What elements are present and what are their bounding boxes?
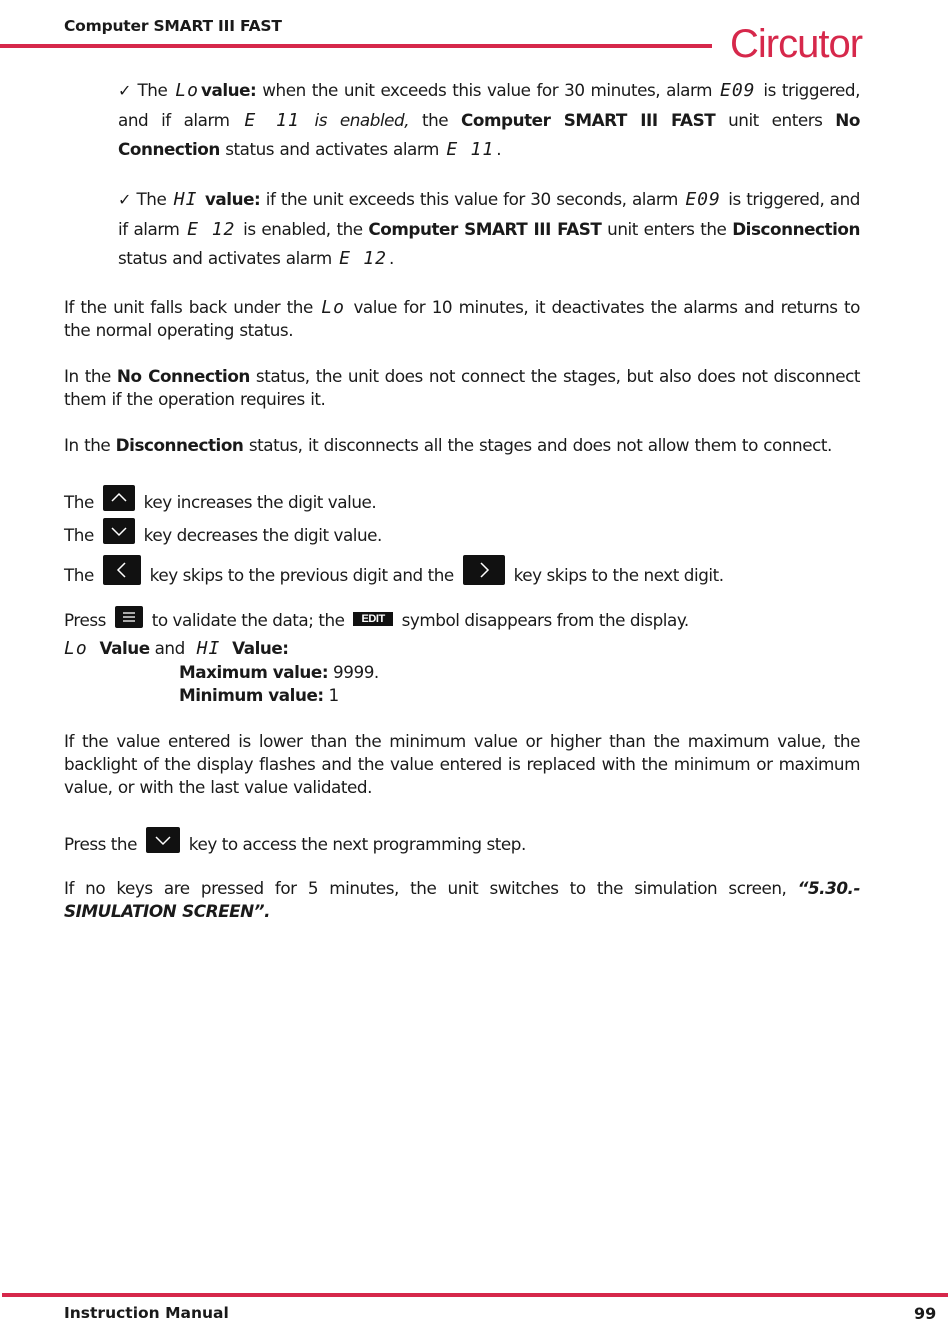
brand-logo: Circutor [730, 22, 863, 66]
menu-key[interactable] [115, 606, 143, 628]
key-up-line: The key increases the digit value. [64, 490, 376, 516]
hi-segment: HI [173, 189, 198, 210]
e09-segment: E09 [685, 189, 721, 210]
footer-divider [2, 1293, 948, 1297]
lo-segment: Lo [175, 80, 199, 101]
bullet-lo: ✓ The Lo value: when the unit exceeds this value for 30 minutes, alarm E09 is triggered, and if alarm E 11 is enabled, the Computer SMART III FAST unit enters No Connection status and activates alarm E 11 . [118, 80, 860, 160]
down-key[interactable] [103, 518, 135, 544]
chevron-up-icon [103, 485, 135, 511]
hi-segment: HI [196, 638, 221, 659]
disconnection-paragraph: In the Disconnection status, it disconnects all the stages and does not allow them to connect. [64, 435, 832, 455]
lo-hi-values-line: Lo Value and HI Value: [64, 638, 289, 659]
range-paragraph: If the value entered is lower than the minimum value or higher than the maximum value, the backlight of the display flashes and the value entered is replaced with the minimum or maximum value, or with the last value validated. [64, 731, 860, 797]
left-key[interactable] [103, 555, 141, 585]
down-key[interactable] [146, 827, 180, 853]
chevron-right-icon [463, 555, 505, 585]
e11-segment: E 11 [244, 109, 300, 131]
e12-segment: E 12 [187, 218, 236, 240]
e12-segment: E 12 [339, 248, 387, 269]
timeout-paragraph: If no keys are pressed for 5 minutes, the unit switches to the simulation screen, “5.30.- SIMULATION SCREEN”. [64, 878, 860, 921]
chevron-left-icon [103, 555, 141, 585]
max-value-line: Maximum value: 9999. [179, 662, 379, 682]
lo-segment: Lo [64, 638, 88, 659]
validate-line: Press to validate the data; the EDIT symbol disappears from the display. [64, 610, 689, 632]
check-icon: ✓ [118, 81, 132, 100]
check-icon: ✓ [118, 190, 132, 209]
min-value-line: Minimum value: 1 [179, 685, 339, 705]
next-step-line: Press the key to access the next programming step. [64, 832, 526, 858]
footer-title: Instruction Manual [64, 1304, 229, 1322]
key-left-right-line: The key skips to the previous digit and the key skips to the next digit. [64, 561, 724, 591]
header-divider [0, 44, 712, 48]
right-key[interactable] [463, 555, 505, 585]
no-connection-paragraph: In the No Connection status, the unit does not connect the stages, but also does not disconnect them if the operation requires it. [64, 366, 860, 409]
e09-segment: E09 [719, 80, 756, 101]
bullet-hi: ✓ The HI value: if the unit exceeds this value for 30 seconds, alarm E09 is triggered, and if alarm E 12 is enabled, the Computer SMART III FAST unit enters the Disconnection status and activates alarm E 12 . [118, 189, 860, 269]
up-key[interactable] [103, 485, 135, 511]
page-number: 99 [914, 1304, 937, 1323]
key-down-line: The key decreases the digit value. [64, 523, 382, 549]
header-title: Computer SMART III FAST [64, 17, 282, 35]
lo-segment: Lo [321, 297, 345, 318]
chevron-down-icon [103, 518, 135, 544]
edit-symbol: EDIT [353, 612, 392, 626]
e11-segment: E 11 [446, 139, 495, 160]
chevron-down-icon [146, 827, 180, 853]
menu-icon [115, 606, 143, 628]
simulation-screen-link[interactable]: “5.30.- SIMULATION SCREEN”. [64, 878, 860, 921]
fallback-paragraph: If the unit falls back under the Lo value for 10 minutes, it deactivates the alarms and returns to the normal operating status. [64, 297, 860, 340]
